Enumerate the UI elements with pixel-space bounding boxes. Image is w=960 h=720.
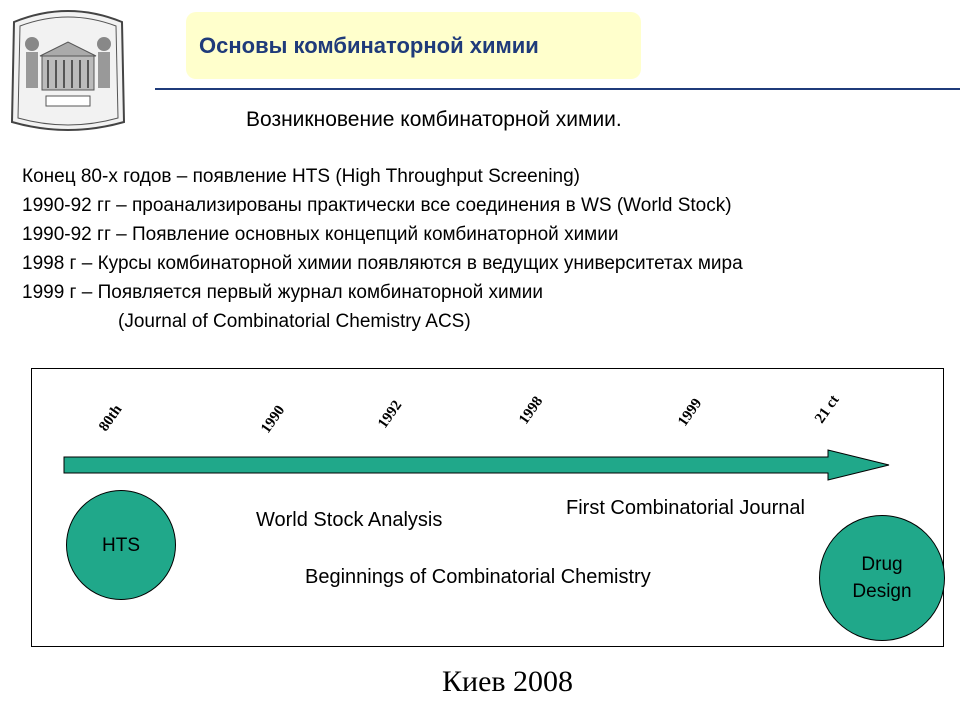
slide-subtitle: Возникновение комбинаторной химии. [246,108,622,131]
history-item: 1999 г – Появляется первый журнал комбинаторной химии [22,282,543,303]
timeline-arrow-shape [64,450,889,480]
journal-label: First Combinatorial Journal [566,497,805,519]
hts-circle [66,490,176,600]
beginnings-label: Beginnings of Combinatorial Chemistry [305,566,651,588]
footer-city-year: Киев 2008 [442,665,574,698]
slide-title: Основы комбинаторной химии [199,33,539,58]
drug-design-line1: Drug [861,554,903,575]
history-item: 1998 г – Курсы комбинаторной химии появляются в ведущих университетах мира [22,253,743,274]
history-item: Конец 80-х годов – появление HTS (High Throughput Screening) [22,166,580,187]
drug-design-circle [819,515,945,641]
year-label: 1998 [516,393,547,428]
drug-design-line2: Design [852,581,912,602]
year-label: 80th [96,402,126,435]
history-item: 1990-92 гг – Появление основных концепций комбинаторной химии [22,224,619,245]
world-stock-label: World Stock Analysis [256,509,443,531]
history-item: (Journal of Combinatorial Chemistry ACS) [118,311,471,332]
history-item: 1990-92 гг – проанализированы практически все соединения в WS (World Stock) [22,195,732,216]
year-label: 1999 [675,395,706,430]
year-label: 1992 [375,397,406,432]
year-label: 21 ct [812,392,843,427]
year-label: 1990 [258,402,289,437]
hts-label: HTS [102,534,140,556]
